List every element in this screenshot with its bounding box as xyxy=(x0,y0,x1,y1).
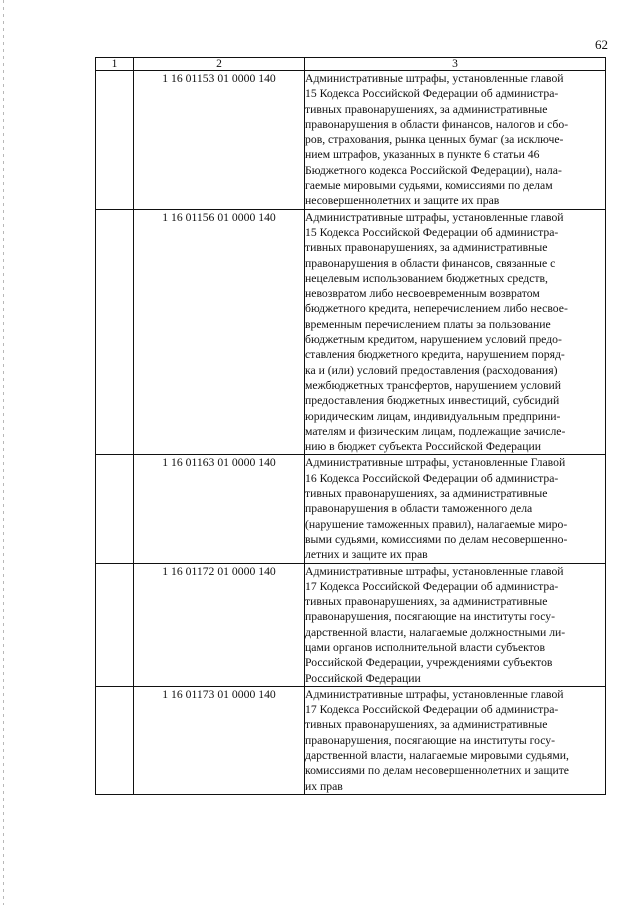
page-number: 62 xyxy=(595,37,608,52)
classification-code: 1 16 01172 01 0000 140 xyxy=(134,563,305,686)
code-description: Административные штрафы, установленные главой 15 Кодекса Российской Федерации об администра- тивных правонарушениях, за административные правонарушения в области финансов, связанные с нецелевым использованием бюджетных средств, невозвратом либо несвоевременным возвратом бюджетного кредита, неперечислением либо несвое- временным перечислением платы за пользование бюджетным кредитом, нарушением условий предо- ставления бюджетного кредита, нарушением поряд- ка и (или) условий предоставления (расходования) межбюджетных трансфертов, нарушением условий предоставления бюджетных инвестиций, субсидий юридическим лицам, индивидуальным предприни- мателям и физическим лицам, подлежащие зачисле- нию в бюджет субъекта Российской Федерации xyxy=(305,209,606,455)
classification-code: 1 16 01163 01 0000 140 xyxy=(134,455,305,563)
code-description: Административные штрафы, установленные главой 17 Кодекса Российской Федерации об администра- тивных правонарушениях, за административные правонарушения, посягающие на институты госу- дарственной власти, налагаемые должностными ли- цами органов исполнительной власти субъектов Российской Федерации, учреждениями субъектов Российской Федерации xyxy=(305,563,606,686)
column-header-2: 2 xyxy=(134,58,305,71)
table-header-row xyxy=(96,58,606,71)
revenue-codes-table xyxy=(95,57,606,795)
classification-code: 1 16 01153 01 0000 140 xyxy=(134,71,305,210)
row-number-cell xyxy=(96,71,134,210)
row-number-cell xyxy=(96,455,134,563)
classification-code: 1 16 01156 01 0000 140 xyxy=(134,209,305,455)
code-description: Административные штрафы, установленные главой 17 Кодекса Российской Федерации об администра- тивных правонарушениях, за административные правонарушения, посягающие на институты госу- дарственной власти, налагаемые мировыми судьями, комиссиями по делам несовершеннолетних и защите их прав xyxy=(305,686,606,794)
table-row xyxy=(96,71,606,210)
table-row xyxy=(96,563,606,686)
table-row xyxy=(96,686,606,794)
table-row xyxy=(96,455,606,563)
row-number-cell xyxy=(96,686,134,794)
table-row xyxy=(96,209,606,455)
row-number-cell xyxy=(96,563,134,686)
column-header-1: 1 xyxy=(96,58,134,71)
code-description: Административные штрафы, установленные главой 15 Кодекса Российской Федерации об администра- тивных правонарушениях, за административные правонарушения в области финансов, налогов и сбо- ров, страхования, рынка ценных бумаг (за исключе- нием штрафов, указанных в пункте 6 статьи 46 Бюджетного кодекса Российской Федерации), нала- гаемые мировыми судьями, комиссиями по делам несовершеннолетних и защите их прав xyxy=(305,71,606,210)
classification-code: 1 16 01173 01 0000 140 xyxy=(134,686,305,794)
row-number-cell xyxy=(96,209,134,455)
scan-edge-mark xyxy=(3,0,4,905)
column-header-3: 3 xyxy=(305,58,606,71)
code-description: Административные штрафы, установленные Главой 16 Кодекса Российской Федерации об администра- тивных правонарушениях, за административные правонарушения в области таможенного дела (нарушение таможенных правил), налагаемые миро- выми судьями, комиссиями по делам несовершенно- летних и защите их прав xyxy=(305,455,606,563)
